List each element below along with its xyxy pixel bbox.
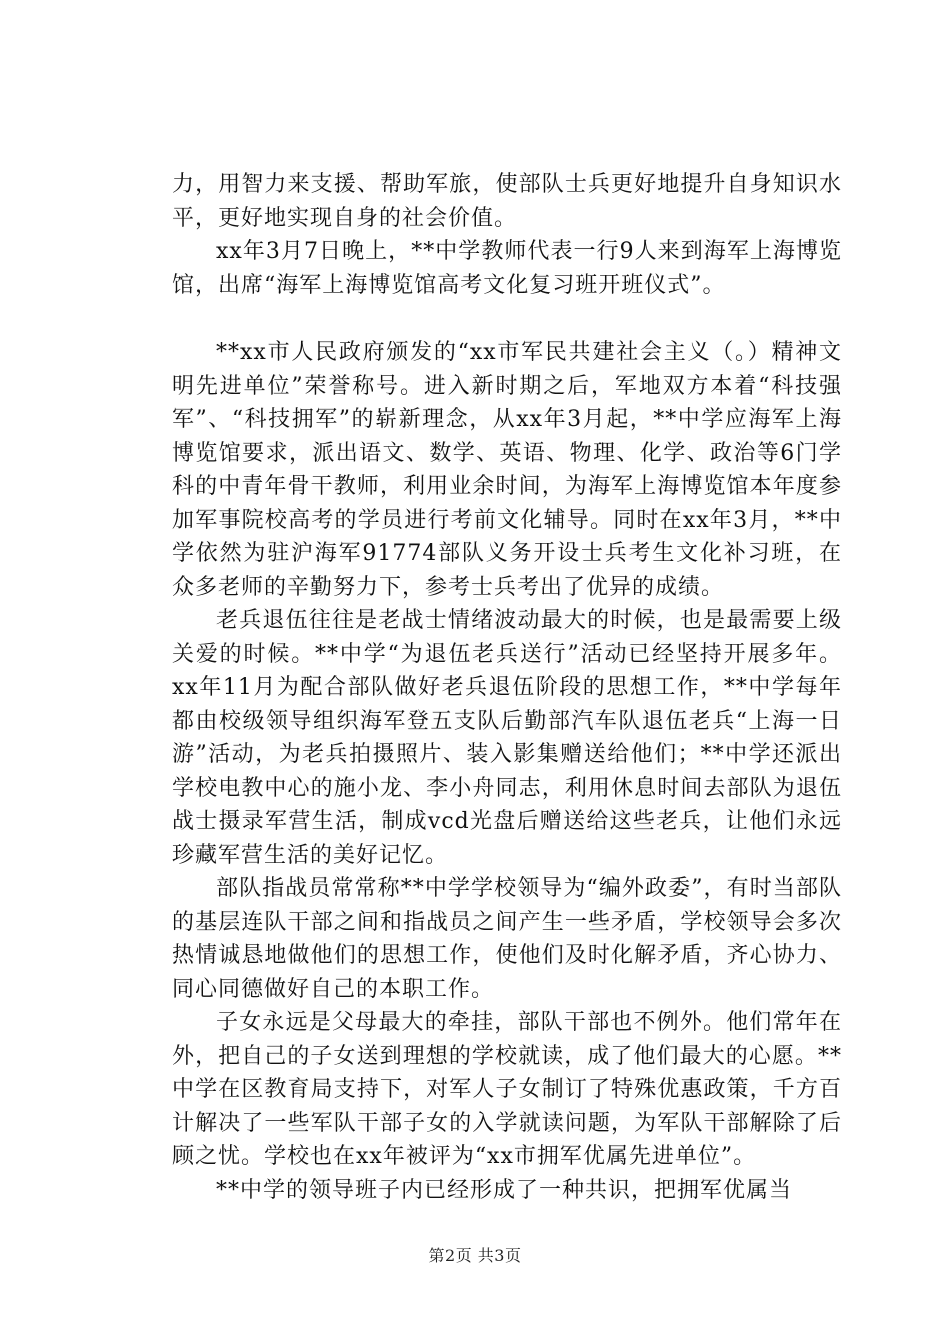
paragraph-veterans: 老兵退伍往往是老战士情绪波动最大的时候，也是最需要上级关爱的时候。**中学“为退伍老兵送行”活动已经坚持开展多年。xx年11月为配合部队做好老兵退伍阶段的思想工作，**中学每年都由校级领导组织海军登五支队后勤部汽车队退伍老兵“上海一日游”活动，为老兵拍摄照片、装入影集赠送给他们；**中学还派出学校电教中心的施小龙、李小舟同志，利用休息时间去部队为退伍战士摄录军营生活，制成vcd光盘后赠送给这些老兵，让他们永远珍藏军营生活的美好记忆。 (172, 608, 842, 868)
paragraph-consensus: **中学的领导班子内已经形成了一种共识，把拥军优属当 (216, 1177, 793, 1203)
paragraph-children: 子女永远是父母最大的牵挂，部队干部也不例外。他们常年在外，把自己的子女送到理想的学校就读，成了他们最大的心愿。**中学在区教育局支持下，对军人子女制订了特殊优惠政策，千方百计解决了一些军队干部子女的入学就读问题，为军队干部解除了后顾之忧。学校也在xx年被评为“xx市拥军优属先进单位”。 (172, 1010, 842, 1169)
paragraph-honor: **xx市人民政府颁发的“xx市军民共建社会主义（。）精神文明先进单位”荣誉称号。进入新时期之后，军地双方本着“科技强军”、“科技拥军”的崭新理念，从xx年3月起，**中学应海军上海博览馆要求，派出语文、数学、英语、物理、化学、政治等6门学科的中青年骨干教师，利用业余时间，为海军上海博览馆本年度参加军事院校高考的学员进行考前文化辅导。同时在xx年3月，**中学依然为驻沪海军91774部队义务开设士兵考生文化补习班，在众多老师的辛勤努力下，参考士兵考出了优异的成绩。 (172, 340, 842, 600)
paragraph-commissar: 部队指战员常常称**中学学校领导为“编外政委”，有时当部队的基层连队干部之间和指战员之间产生一些矛盾，学校领导会多次热情诚恳地做他们的思想工作，使他们及时化解矛盾，齐心协力、同心同德做好自己的本职工作。 (172, 876, 842, 1002)
page-number-footer: 第2页 共3页 (428, 1246, 522, 1265)
paragraph-continued: 力，用智力来支援、帮助军旅，使部队士兵更好地提升自身知识水平，更好地实现自身的社会价值。 (172, 172, 842, 231)
paragraph-meeting: xx年3月7日晚上，**中学教师代表一行9人来到海军上海博览馆，出席“海军上海博览馆高考文化复习班开班仪式”。 (172, 239, 842, 298)
document-body (172, 168, 842, 1207)
